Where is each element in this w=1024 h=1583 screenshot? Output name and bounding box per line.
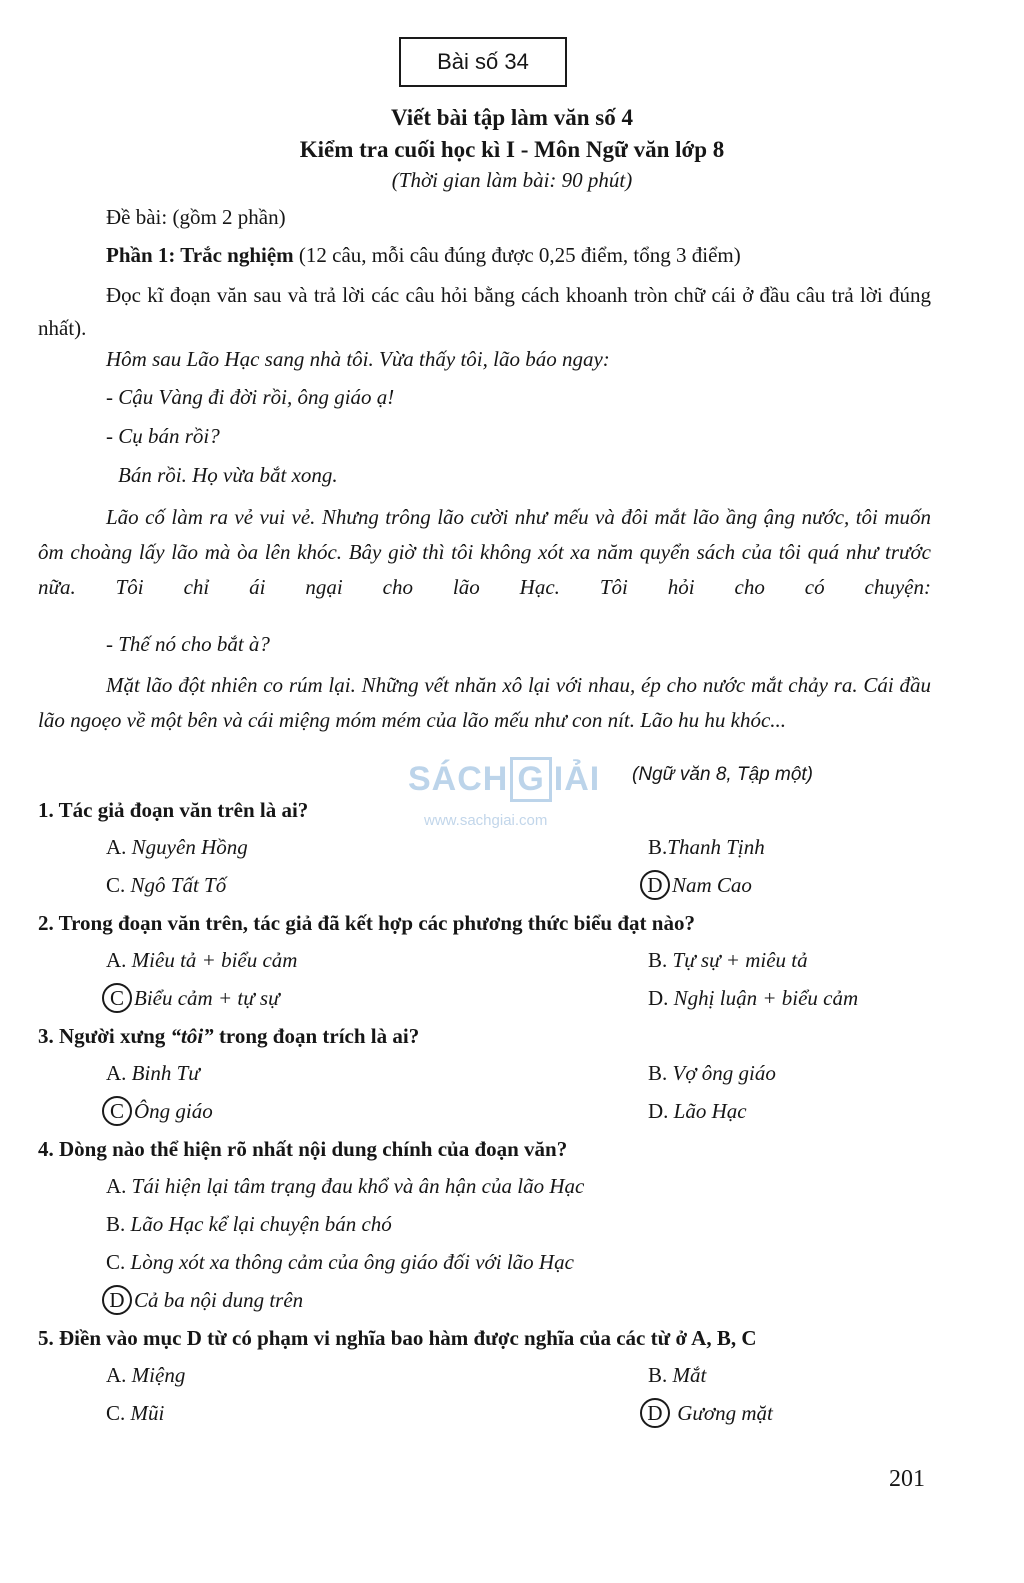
q3-option-c-circled: C Ông giáo xyxy=(102,1096,213,1126)
watermark-logo xyxy=(408,757,600,802)
q4-option-d-circled: D Cả ba nội dung trên xyxy=(102,1285,303,1315)
passage-paragraph-7: Mặt lão đột nhiên co rúm lại. Những vết nhăn xô lại với nhau, ép cho nước mắt chảy ra. Cái đầu lão ngoẹo về một bên và cái miệng móm mém của lão mếu như con nít. Lão hu hu khóc... xyxy=(38,673,931,732)
passage-source: (Ngữ văn 8, Tập một) xyxy=(632,764,813,785)
q2-option-b: B. Tự sự + miêu tả xyxy=(648,948,808,972)
watermark-left: SÁCH xyxy=(408,760,509,798)
q5-option-a: A. Miệng xyxy=(106,1363,186,1387)
question-2: 2. Trong đoạn văn trên, tác giả đã kết hợp các phương thức biểu đạt nào? xyxy=(38,911,695,935)
q4-option-b: B. Lão Hạc kể lại chuyện bán chó xyxy=(106,1212,392,1236)
lesson-number-box: Bài số 34 xyxy=(399,37,567,87)
time-note: (Thời gian làm bài: 90 phút) xyxy=(391,168,633,192)
title-line-2: Kiểm tra cuối học kì I - Môn Ngữ văn lớp 8 xyxy=(299,137,725,162)
q4-option-a: A. Tái hiện lại tâm trạng đau khổ và ân hận của lão Hạc xyxy=(106,1174,585,1198)
q1-option-c: C. Ngô Tất Tố xyxy=(106,873,227,897)
q3-option-b: B. Vợ ông giáo xyxy=(648,1061,776,1085)
q2-option-c-circled: C Biểu cảm + tự sự xyxy=(102,983,280,1013)
passage-line-1: Hôm sau Lão Hạc sang nhà tôi. Vừa thấy tôi, lão báo ngay: xyxy=(106,347,610,371)
passage-paragraph-5: Lão cố làm ra vẻ vui vẻ. Nhưng trông lão cười như mếu và đôi mắt lão ầng ậng nước, tôi muốn ôm choàng lấy lão mà òa lên khóc. Bây giờ thì tôi không xót xa năm quyển sách của tôi quá như trước nữa. Tôi chỉ ái ngại cho lão Hạc. Tôi hỏi cho có chuyện: xyxy=(38,505,931,599)
q2-option-d: D. Nghị luận + biểu cảm xyxy=(648,986,859,1010)
part1-label: Phần 1: Trắc nghiệm xyxy=(106,243,294,267)
question-5: 5. Điền vào mục D từ có phạm vi nghĩa bao hàm được nghĩa của các từ ở A, B, C xyxy=(38,1326,757,1350)
passage-line-4: Bán rồi. Họ vừa bắt xong. xyxy=(118,463,338,487)
passage-line-3: - Cụ bán rồi? xyxy=(106,424,220,448)
passage-line-6: - Thế nó cho bắt à? xyxy=(106,632,270,656)
question-1: 1. Tác giả đoạn văn trên là ai? xyxy=(38,798,309,822)
page-number: 201 xyxy=(889,1466,925,1492)
part1-desc: (12 câu, mỗi câu đúng được 0,25 điểm, tổng 3 điểm) xyxy=(293,243,741,267)
answer-circle: C xyxy=(102,1096,132,1126)
q1-option-b: B.Thanh Tịnh xyxy=(648,835,765,859)
q5-option-d-circled: D Gương mặt xyxy=(640,1398,773,1428)
question-3: 3. Người xưng “tôi” trong đoạn trích là ai? xyxy=(38,1024,420,1048)
answer-circle: D xyxy=(640,1398,670,1428)
question-4: 4. Dòng nào thể hiện rõ nhất nội dung chính của đoạn văn? xyxy=(38,1137,568,1161)
de-bai: Đề bài: (gồm 2 phần) xyxy=(106,205,286,229)
q4-option-c: C. Lòng xót xa thông cảm của ông giáo đối với lão Hạc xyxy=(106,1250,574,1274)
q5-option-b: B. Mắt xyxy=(648,1363,707,1387)
answer-circle: C xyxy=(102,983,132,1013)
q3-option-d: D. Lão Hạc xyxy=(648,1099,747,1123)
title-line-1: Viết bài tập làm văn số 4 xyxy=(391,105,633,130)
answer-circle: D xyxy=(102,1285,132,1315)
watermark-mid: G xyxy=(510,757,551,802)
q3-option-a: A. Binh Tư xyxy=(106,1061,200,1085)
part1-heading xyxy=(106,243,741,268)
q1-option-a: A. Nguyên Hồng xyxy=(106,835,248,859)
instruction: Đọc kĩ đoạn văn sau và trả lời các câu hỏi bằng cách khoanh tròn chữ cái ở đầu câu trả lời đúng nhất). xyxy=(38,283,931,340)
watermark-right: IẢI xyxy=(553,760,601,798)
passage-line-2: - Cậu Vàng đi đời rồi, ông giáo ạ! xyxy=(106,385,395,409)
q2-option-a: A. Miêu tả + biểu cảm xyxy=(106,948,298,972)
q5-option-c: C. Mũi xyxy=(106,1401,165,1425)
q1-option-d-circled: D Nam Cao xyxy=(640,870,752,900)
answer-circle: D xyxy=(640,870,670,900)
watermark-url: www.sachgiai.com xyxy=(424,812,548,829)
